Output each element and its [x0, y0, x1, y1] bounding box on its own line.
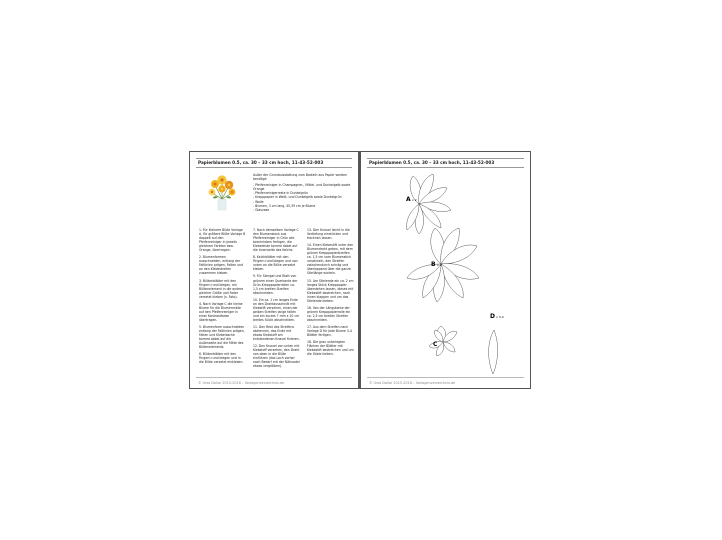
template-shapes [361, 152, 531, 389]
material-item: - Blumen, 3 cm lang, 45,39 cm je Blume [253, 203, 316, 208]
template-a-shape [407, 174, 451, 234]
instruction-step: 18. Die grau unterlegten Flächen der Blätter mit Klebestift bestreichen und um die Stiele kleben. [307, 340, 354, 357]
instruction-step: 14. Einen Klebestift unter den Blumendraht geben, mit dem grünen Krepppapierstreifen ca. 1,5 cm vom Blumenstich umwickeln, den Streifen zwischendurch schräg und überlappend über die ganze Stiellänge wickeln. [307, 243, 354, 276]
instruction-step: 5. Blumenform ausschneiden entlang der Faltlinien prägen, Falten und Klebelasche kommt dabei auf die Außenseite auf die Mitte des Blütenelements. [199, 324, 245, 350]
instruction-step: 12. Den Knauel von unten mit Klebstoff versehen, den Draht von oben in die Blüte einführen (das Loch vorher nach Bedarf mit der Nähnadel etwas vergrößern). [253, 344, 300, 369]
instruction-step: 3. Blütenblätter mit den Fingern rund biegen, ein Blütenelement in die andere gleicher Größe und Farbe versetzt kleben (s. Foto). [199, 278, 244, 299]
template-quantity: x 2 [412, 198, 417, 202]
instruction-step: 15. Am Stielende ein ca. 2 cm langes Stück Krepppapier überstehen lassen, dieses mit Klebestift bestreichen, nach innen klappen und um das Stielende kleben. [307, 278, 354, 303]
template-label: D [490, 313, 495, 320]
instruction-step: 8. Kelchblätter mit den Fingern rund biegen und von unten an die Blüte versetzt kleben. [253, 255, 298, 272]
instruction-step: 2. Blumenformen ausschneiden, entlang der Faltlinien prägen, Falten und an den Klebestreifen zusammen kleben. [199, 255, 243, 276]
instruction-step: 13. Den Knauel leicht in die Vertiefung eindrücken und trocknen lassen. [307, 228, 350, 241]
template-d-shape [489, 330, 498, 374]
page-title: Papierblumen 0.5, ca. 30 – 33 cm hoch, 11-43-52-003 [369, 160, 495, 165]
header-rule [196, 158, 352, 159]
material-item: - Pfeifenreinigerreste in Dunkelgrün [253, 191, 309, 196]
material-item: - Wolle [253, 199, 264, 204]
template-quantity: x 3-4 [496, 315, 504, 319]
instruction-step: 9. Für Stengel und Blatt von grünem einer Querkante der Grün-Krepppapierrollen ca. 1,5 cm breiten Streifen abschneiden. [253, 274, 298, 295]
flower-photo [207, 173, 237, 211]
instruction-step: 16. Von der Längskante der grünen Krepppapierrolle ein ca. 2,5 cm breiten Streifen abschneiden. [307, 305, 351, 322]
footer-rule [196, 377, 352, 378]
page-footer: © Ursa Dollar 2015-2016 – Vorlagenverzeichnis.de [369, 381, 456, 385]
instructions-column-3 [307, 228, 354, 359]
material-item: - Glasvase [253, 207, 270, 212]
instructions-column-1 [199, 228, 246, 367]
instruction-page [189, 151, 359, 389]
instructions-column-2 [253, 228, 300, 371]
page-footer: © Ursa Dollar 2015-2016 – Vorlagenverzeichnis.de [198, 381, 285, 385]
template-label: C [433, 341, 438, 348]
template-label: B [431, 261, 436, 268]
materials-intro [253, 173, 353, 212]
instruction-step: 4. Nach Vorlage C die kleine Blume für die Blumenmitte auf den Pfeifenreiniger in einer Kontrastfarbe übertragen. [199, 301, 243, 322]
instruction-step: 6. Blütenblätter mit den Fingern rund biegen und in die Blüte versetzt einkleben. [199, 352, 244, 365]
instruction-step: 11. Den Rest des Streifens abtrennen, das Ende mit etwas Klebstoff am entstandenen Knauel fixieren. [253, 324, 300, 342]
instruction-step: 7. Nach demselben Vorlage C den Blumenstock aus Pfeifenreiniger in Grün wie beschrieben fertigen, die Klebeleiste kommt dabei auf die Innenseite des Kelchs. [253, 228, 299, 253]
instruction-step: 1. Für kleinere Blüte Vorlage A, für größere Blüte Vorlage B doppelt auf den Pfeifenreiniger in jeweils gleichem Farbton bzw. Orange, übertragen. [199, 228, 246, 253]
instruction-step: 10. Ein ca. 1 cm langes Ende an den Drahtausschnitt mit Klebstift versehen, einen der gelben Streifen lange falten und ein kurzes 7 mm x 10 cm breites Stück abschneiden. [253, 297, 300, 322]
materials-list [253, 183, 353, 212]
template-b-shape [407, 228, 479, 302]
material-item: - Krepppapier in Weiß- und Dunkelgelb sowie Dunkelgrün [253, 195, 342, 200]
title-rule [196, 167, 352, 168]
template-label: A [406, 196, 411, 203]
footer-rule [367, 377, 524, 378]
materials-heading: Außer der Grundausstattung zum Basteln aus Papier werden benötigt: [253, 173, 348, 182]
template-quantity: x 2 [437, 263, 442, 267]
template-page [360, 151, 531, 389]
material-item: - Pfeifenreiniger in Champagner-, Mittel- und Dunkelgelb sowie Orange [253, 183, 351, 192]
instruction-step: 17. Aus dem Streifen nach Vorlage D für jede Blume 3-4 Blätter fertigen. [307, 324, 352, 338]
page-title: Papierblumen 0.5, ca. 30 – 33 cm hoch, 11-43-52-003 [198, 160, 324, 165]
